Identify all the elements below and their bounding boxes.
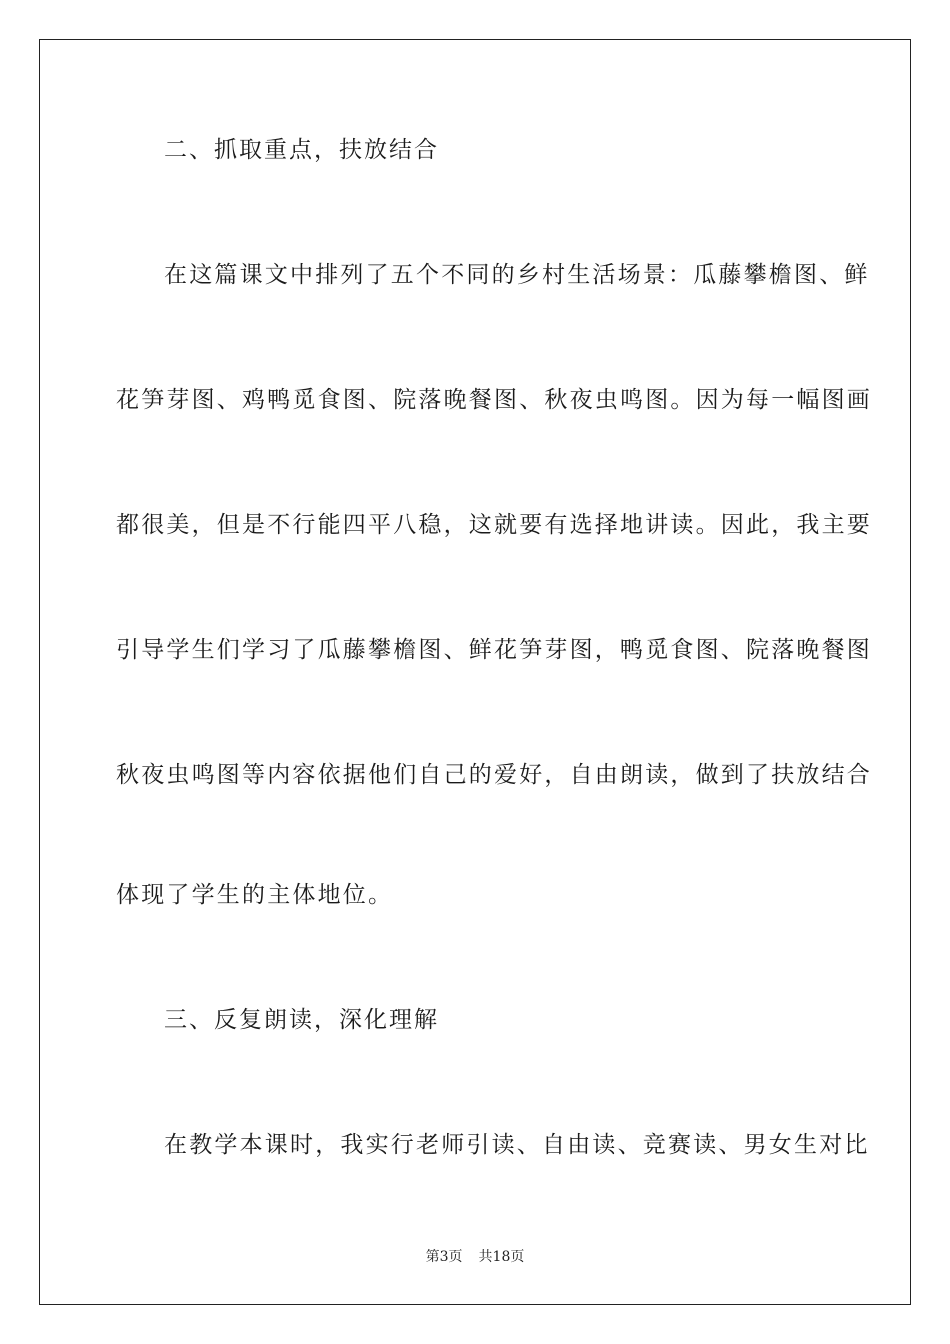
section-heading-3: 三、反复朗读，深化理解 bbox=[164, 1007, 439, 1033]
paragraph-line: 引导学生们学习了瓜藤攀檐图、鲜花笋芽图，鸭觅食图、院落晚餐图 bbox=[116, 637, 872, 663]
paragraph-line: 在这篇课文中排列了五个不同的乡村生活场景：瓜藤攀檐图、鲜 bbox=[164, 262, 870, 288]
page-total: 共18页 bbox=[478, 1249, 525, 1265]
page-border bbox=[39, 39, 911, 1305]
page-footer bbox=[0, 1248, 950, 1266]
paragraph-line: 体现了学生的主体地位。 bbox=[116, 882, 394, 908]
page-number: 第3页 bbox=[425, 1249, 463, 1265]
paragraph-line: 在教学本课时，我实行老师引读、自由读、竞赛读、男女生对比 bbox=[164, 1132, 870, 1158]
paragraph-line: 花笋芽图、鸡鸭觅食图、院落晚餐图、秋夜虫鸣图。因为每一幅图画 bbox=[116, 387, 872, 413]
section-heading-2: 二、抓取重点，扶放结合 bbox=[164, 137, 439, 163]
paragraph-line: 秋夜虫鸣图等内容依据他们自己的爱好，自由朗读，做到了扶放结合 bbox=[116, 762, 872, 788]
paragraph-line: 都很美，但是不行能四平八稳，这就要有选择地讲读。因此，我主要 bbox=[116, 512, 872, 538]
